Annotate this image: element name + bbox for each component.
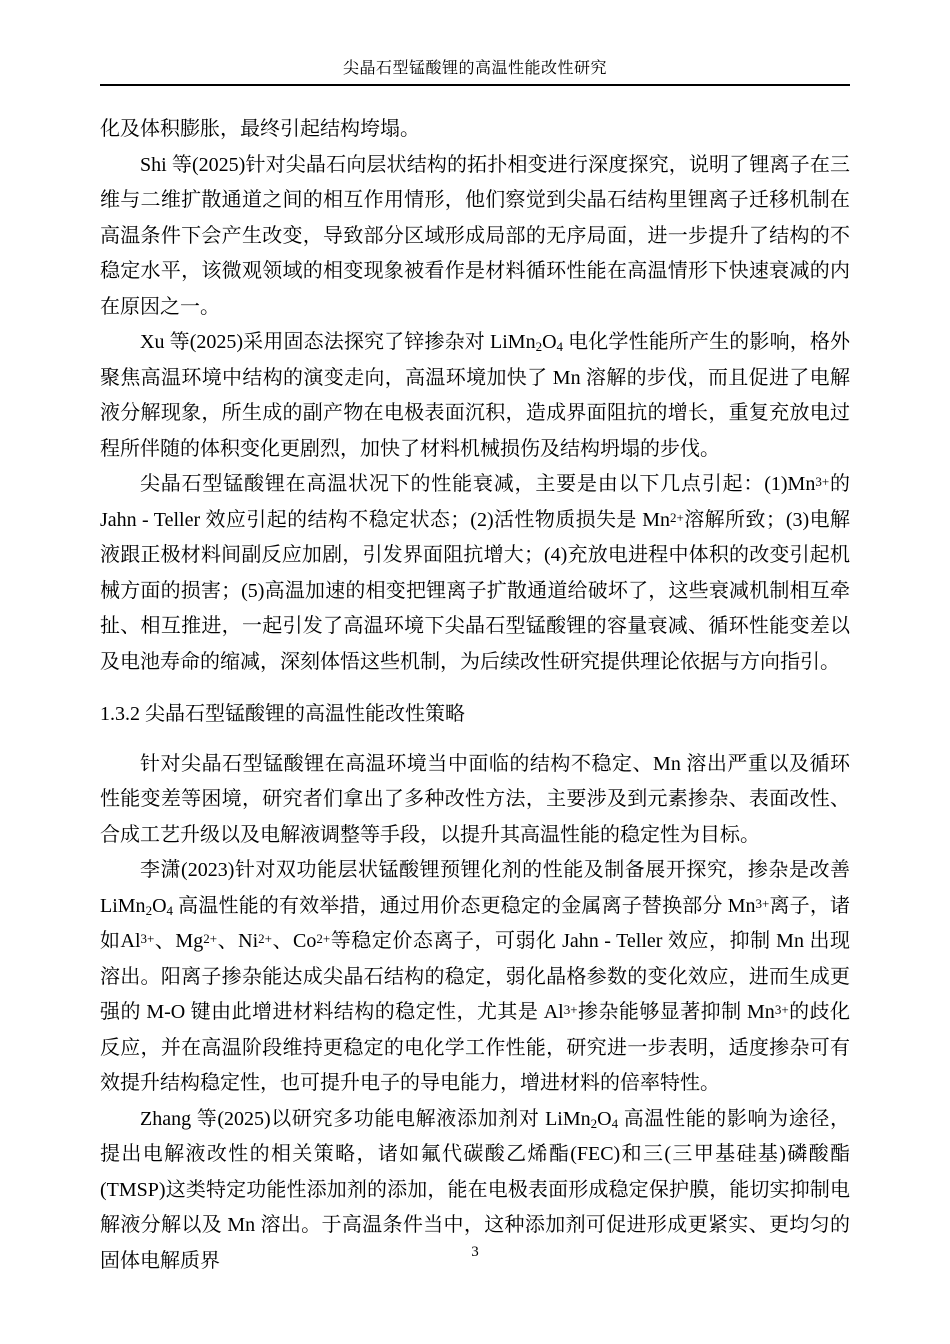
paragraph-lixiao-2023: 李潇(2023)针对双功能层状锰酸锂预锂化剂的性能及制备展开探究，掺杂是改善$LiMn_2O_4$ 高温性能的有效举措，通过用价态更稳定的金属离子替换部分 $Mn^{3+}$离子，诸如$Al^{3+}$、$Mg^{2+}$、$Ni^{2+}$、$Co^{2+}$等稳定价态离子，可弱化 Jahn - Teller 效应，抑制 Mn 出现溶出。阳离子掺杂能达成尖晶石结构的稳定，弱化晶格参数的变化效应，进而生成更强的 M-O 键由此增进材料结构的稳定性，尤其是 $Al^{3+}$掺杂能够显著抑制 $Mn^{3+}$的歧化反应，并在高温阶段维持更稳定的电化学工作性能，研究进一步表明，适度掺杂可有效提升结构稳定性，也可提升电子的导电能力，增进材料的倍率特性。: [100, 859, 850, 1094]
page-body: [100, 86, 850, 1279]
page-footer: [0, 1242, 950, 1262]
paragraph-degradation-mechanisms: 尖晶石型锰酸锂在高温状况下的性能衰减，主要是由以下几点引起：$(1)Mn^{3+}$的 Jahn - Teller 效应引起的结构不稳定状态；(2)活性物质损失是 $Mn^{2+}$溶解所致；(3)电解液跟正极材料间副反应加剧，引发界面阻抗增大；(4)充放电进程中体积的改变引起机械方面的损害；(5)高温加速的相变把锂离子扩散通道给破坏了，这些衰减机制相互牵扯、相互推进，一起引发了高温环境下尖晶石型锰酸锂的容量衰减、循环性能变差以及电池寿命的缩减，深刻体悟这些机制，为后续改性研究提供理论依据与方向指引。: [100, 473, 850, 673]
running-header: [0, 0, 950, 86]
header-title: 尖晶石型锰酸锂的高温性能改性研究: [342, 60, 607, 77]
paragraph-continuation: 化及体积膨胀，最终引起结构垮塌。: [100, 118, 420, 140]
paragraph-shi-2025: Shi 等(2025)针对尖晶石向层状结构的拓扑相变进行深度探究，说明了锂离子在三维与二维扩散通道之间的相互作用情形，他们察觉到尖晶石结构里锂离子迁移机制在高温条件下会产生改变，导致部分区域形成局部的无序局面，进一步提升了结构的不稳定水平，该微观领域的相变现象被看作是材料循环性能在高温情形下快速衰减的内在原因之一。: [100, 153, 850, 318]
paragraph-modification-overview: 针对尖晶石型锰酸锂在高温环境当中面临的结构不稳定、Mn 溶出严重以及循环性能变差等困境，研究者们拿出了多种改性方法，主要涉及到元素掺杂、表面改性、合成工艺升级以及电解液调整等手段，以提升其高温性能的稳定性为目标。: [100, 752, 850, 846]
paragraph-xu-2025: Xu 等(2025)采用固态法探究了锌掺杂对 $LiMn_2O_4$ 电化学性能所产生的影响，格外聚焦高温环境中结构的演变走向，高温环境加快了 Mn 溶解的步伐，而且促进了电解液分解现象，所生成的副产物在电极表面沉积，造成界面阻抗的增长，重复充放电过程所伴随的体积变化更剧烈，加快了材料机械损伤及结构坍塌的步伐。: [100, 331, 850, 460]
page-number: 3: [471, 1244, 479, 1260]
paragraph-zhang-2025: Zhang 等(2025)以研究多功能电解液添加剂对 $LiMn_2O_4$ 高温性能的影响为途径，提出电解液改性的相关策略，诸如氟代碳酸乙烯酯(FEC)和三(三甲基硅基)磷酸酯(TMSP)这类特定功能性添加剂的添加，能在电极表面形成稳定保护膜，能切实抑制电解液分解以及 Mn 溶出。于高温条件当中，这种添加剂可促进形成更紧实、更均匀的固体电解质界: [100, 1107, 850, 1272]
section-heading: 1.3.2 尖晶石型锰酸锂的高温性能改性策略: [100, 703, 465, 725]
